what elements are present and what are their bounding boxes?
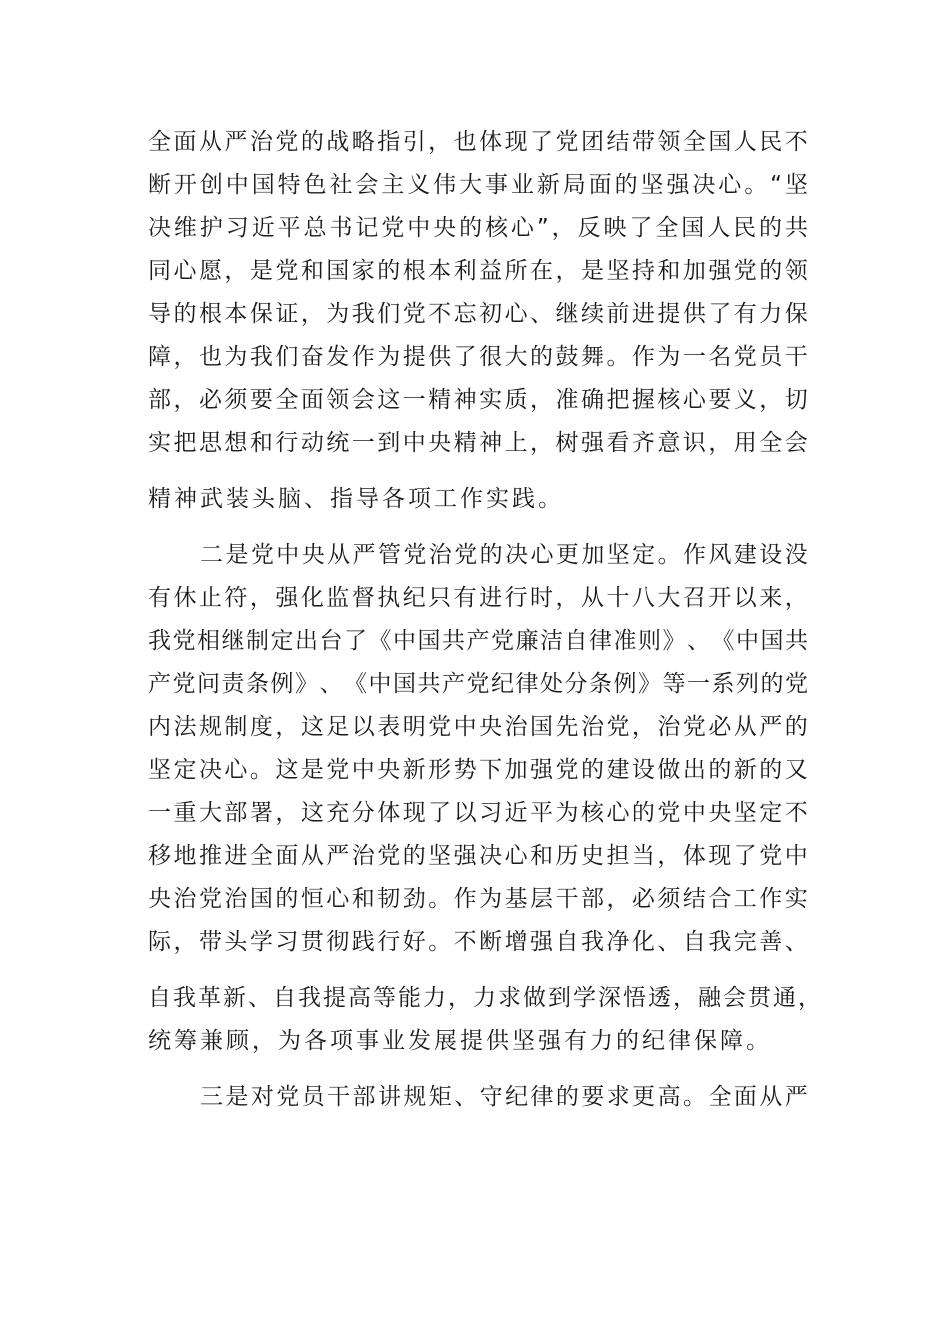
text-line: 导 的 根 本 保 证 ， 为 我 们 党 不 忘 初 心 、 继 续 前 进 提 供 了 有 力 保 [148, 301, 808, 327]
text-line: 际 ， 带 头 学 习 贯 彻 践 行 好 。 不 断 增 强 自 我 净 化 、 自 我 完 善 、 [148, 929, 808, 955]
paragraph-first-line: 二 是 党 中 央 从 严 管 党 治 党 的 决 心 更 加 坚 定 。 作 风 建 设 没 [200, 542, 808, 568]
text-line: 部 ， 必 须 要 全 面 领 会 这 一 精 神 实 质 ， 准 确 把 握 核 心 要 义 ， 切 [148, 387, 808, 413]
text-line: 实 把 思 想 和 行 动 统 一 到 中 央 精 神 上 ， 树 强 看 齐 意 识 ， 用 全 会 [148, 430, 808, 456]
text-line: 坚 定 决 心 。 这 是 党 中 央 新 形 势 下 加 强 党 的 建 设 做 出 的 新 的 又 [148, 757, 808, 783]
text-line: 产 党 问 责 条 例 》 、 《 中 国 共 产 党 纪 律 处 分 条 例 》 等 一 系 列 的 党 [148, 671, 808, 697]
text-line: 决 维 护 习 近 平 总 书 记 党 中 央 的 核 心 ” ， 反 映 了 全 国 人 民 的 共 [148, 215, 808, 241]
paragraph-end-line: 统筹兼顾，为各项事业发展提供坚强有力的纪律保障。 [148, 1028, 772, 1054]
text-line: 移 地 推 进 全 面 从 严 治 党 的 坚 强 决 心 和 历 史 担 当 ， 体 现 了 党 中 [148, 843, 808, 869]
text-line: 内 法 规 制 度 ， 这 足 以 表 明 党 中 央 治 国 先 治 党 ， 治 党 必 从 严 的 [148, 714, 808, 740]
text-line: 自我革新、自我提高等能力，力求做到学深悟透，融会贯通， [148, 985, 823, 1011]
text-line: 断 开 创 中 国 特 色 社 会 主 义 伟 大 事 业 新 局 面 的 坚 强 决 心 。 “ 坚 [148, 172, 808, 198]
paragraph-first-line: 三 是 对 党 员 干 部 讲 规 矩 、 守 纪 律 的 要 求 更 高 。 全 面 从 严 [200, 1084, 808, 1110]
text-line: 央 治 党 治 国 的 恒 心 和 韧 劲 。 作 为 基 层 干 部 ， 必 须 结 合 工 作 实 [148, 886, 808, 912]
text-line: 障 ， 也 为 我 们 奋 发 作 为 提 供 了 很 大 的 鼓 舞 。 作 为 一 名 党 员 干 [148, 344, 808, 370]
text-line: 一 重 大 部 署 ， 这 充 分 体 现 了 以 习 近 平 为 核 心 的 党 中 央 坚 定 不 [148, 800, 808, 826]
text-line: 同 心 愿 ， 是 党 和 国 家 的 根 本 利 益 所 在 ， 是 坚 持 和 加 强 党 的 领 [148, 258, 808, 284]
text-line: 我 党 相 继 制 定 出 台 了 《 中 国 共 产 党 廉 洁 自 律 准 则 》 、 《 中 国 共 [148, 628, 808, 654]
text-line: 有 休 止 符 ， 强 化 监 督 执 纪 只 有 进 行 时 ， 从 十 八 大 召 开 以 来 ， [148, 585, 808, 611]
paragraph-end-line: 精神武装头脑、指导各项工作实践。 [148, 486, 564, 512]
text-line: 全 面 从 严 治 党 的 战 略 指 引 ， 也 体 现 了 党 团 结 带 领 全 国 人 民 不 [148, 129, 808, 155]
